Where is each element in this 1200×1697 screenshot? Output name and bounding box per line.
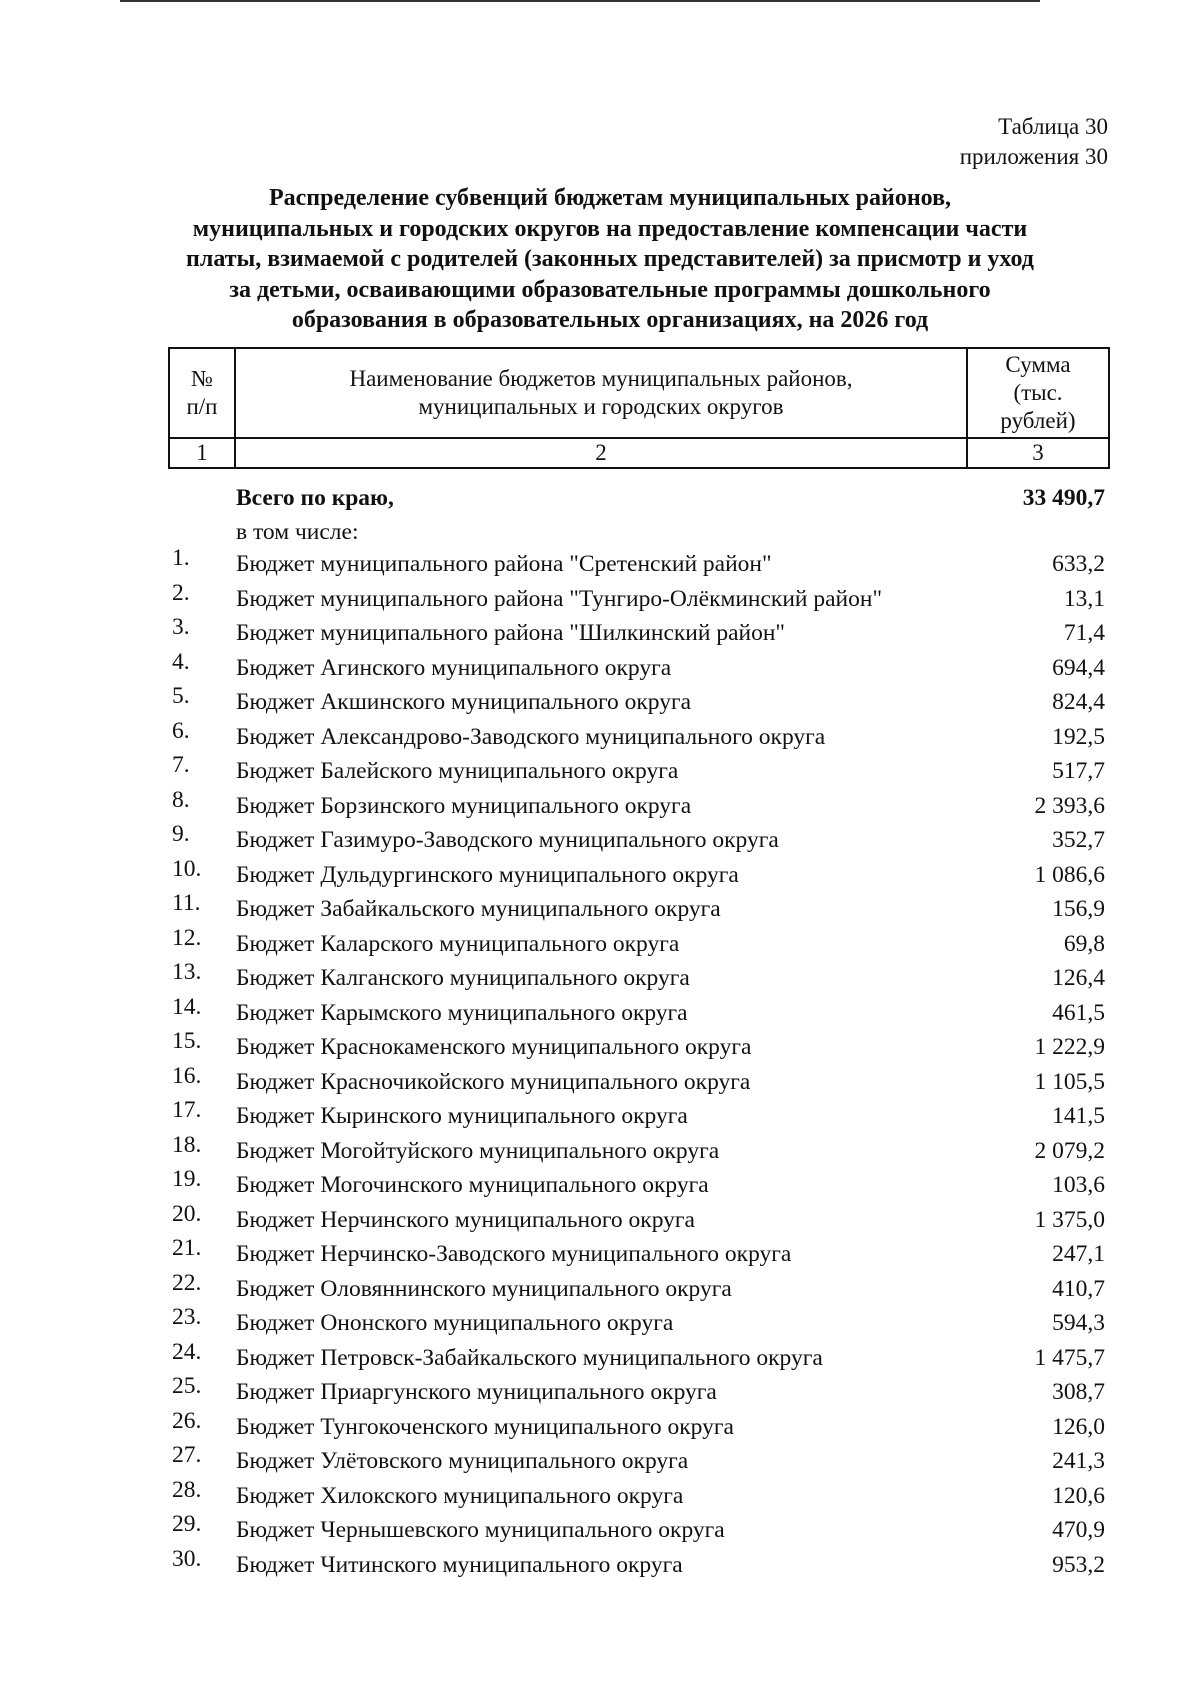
row-name: Бюджет Хилокского муниципального округа: [236, 1482, 684, 1509]
title-line: Распределение субвенций бюджетам муниципальных районов,: [268, 185, 952, 211]
row-value: 1 105,5: [1034, 1068, 1105, 1095]
row-name: Бюджет Газимуро-Заводского муниципального округа: [236, 827, 779, 853]
row-number: 21.: [172, 1235, 202, 1261]
row-name: Бюджет Приаргунского муниципального округа: [236, 1379, 717, 1405]
row-name: Бюджет Акшинского муниципального округа: [236, 689, 692, 715]
row-name: Бюджет Агинского муниципального округа: [236, 654, 672, 681]
row-number: 22.: [172, 1269, 202, 1296]
row-number: 2.: [172, 579, 190, 606]
row-number: 24.: [172, 1338, 202, 1365]
row-value: 1 086,6: [1034, 861, 1105, 888]
row-name: Бюджет Могочинского муниципального округа: [236, 1172, 709, 1198]
row-name: Бюджет Калганского муниципального округа: [236, 965, 690, 991]
row-name: Бюджет Могойтуйского муниципального округа: [236, 1137, 720, 1164]
row-number: 9.: [172, 821, 190, 847]
row-name: Бюджет Балейского муниципального округа: [236, 758, 679, 784]
row-number: 8.: [172, 786, 190, 813]
row-name: Бюджет Каларского муниципального округа: [236, 930, 680, 957]
column-number-2: 2: [235, 438, 967, 468]
row-number: 15.: [172, 1028, 202, 1054]
row-name: Бюджет Нерчинского муниципального округа: [236, 1206, 695, 1233]
row-value: 247,1: [1052, 1241, 1105, 1267]
row-value: 13,1: [1063, 585, 1105, 612]
row-value: 352,7: [1052, 827, 1105, 853]
row-value: 241,3: [1052, 1448, 1105, 1474]
row-number: 17.: [172, 1097, 202, 1123]
row-value: 953,2: [1052, 1551, 1105, 1578]
row-name: Бюджет Улётовского муниципального округа: [236, 1448, 689, 1474]
caption-table-number: Таблица 30: [998, 114, 1108, 139]
row-value: 126,4: [1052, 965, 1105, 991]
row-name: Бюджет Красночикойского муниципального округа: [236, 1068, 751, 1095]
row-value: 594,3: [1052, 1310, 1105, 1336]
row-name: Бюджет Кыринского муниципального округа: [236, 1103, 688, 1129]
row-value: 633,2: [1052, 551, 1105, 577]
row-name: Бюджет Тунгокоченского муниципального округа: [236, 1413, 734, 1440]
row-value: 2 393,6: [1034, 792, 1105, 819]
row-value: 824,4: [1052, 689, 1105, 715]
row-name: Бюджет муниципального района "Шилкинский район": [236, 620, 786, 646]
row-number: 6.: [172, 717, 190, 744]
row-name: Бюджет Нерчинско-Заводского муниципального округа: [236, 1241, 792, 1267]
row-name: Бюджет Борзинского муниципального округа: [236, 792, 692, 819]
row-number: 14.: [172, 993, 202, 1020]
row-name: Бюджет Дульдургинского муниципального округа: [236, 861, 739, 888]
row-number: 19.: [172, 1166, 202, 1192]
row-number: 16.: [172, 1062, 202, 1089]
row-value: 71,4: [1063, 620, 1105, 646]
column-number-1: 1: [169, 438, 235, 468]
title-line: за детьми, осваивающими образовательные программы дошкольного: [229, 276, 991, 303]
row-value: 192,5: [1052, 723, 1105, 750]
row-number: 1.: [172, 545, 190, 571]
row-number: 27.: [172, 1442, 202, 1468]
row-name: Бюджет Чернышевского муниципального округа: [236, 1517, 725, 1543]
row-number: 3.: [172, 614, 190, 640]
row-value: 308,7: [1052, 1379, 1105, 1405]
row-value: 1 475,7: [1034, 1344, 1105, 1371]
row-number: 12.: [172, 924, 202, 951]
row-value: 1 222,9: [1034, 1034, 1105, 1060]
row-name: Бюджет Петровск-Забайкальского муниципального округа: [236, 1344, 823, 1371]
row-number: 4.: [172, 648, 190, 675]
row-value: 694,4: [1052, 654, 1105, 681]
table-caption: [960, 112, 1108, 172]
caption-appendix: приложения 30: [959, 144, 1108, 169]
table-row: [0, 1545, 1200, 1582]
row-value: 517,7: [1052, 758, 1105, 784]
row-value: 1 375,0: [1034, 1206, 1105, 1233]
row-name: Бюджет муниципального района "Тунгиро-Олёкминский район": [236, 585, 883, 612]
row-value: 410,7: [1052, 1275, 1105, 1302]
title-line: муниципальных и городских округов на предоставление компенсации части: [192, 215, 1028, 242]
row-number: 29.: [172, 1511, 202, 1537]
title-line: платы, взимаемой с родителей (законных представителей) за присмотр и уход: [186, 246, 1034, 272]
row-name: Бюджет Александрово-Заводского муниципального округа: [236, 723, 826, 750]
row-number: 18.: [172, 1131, 202, 1158]
row-value: 103,6: [1052, 1172, 1105, 1198]
row-value: 470,9: [1052, 1517, 1105, 1543]
header-amount: Сумма (тыс. рублей): [967, 348, 1109, 438]
row-name: Бюджет Краснокаменского муниципального округа: [236, 1034, 752, 1060]
row-number: 13.: [172, 959, 202, 985]
row-value: 126,0: [1052, 1413, 1105, 1440]
row-number: 25.: [172, 1373, 202, 1399]
row-value: 69,8: [1063, 930, 1105, 957]
header-name: Наименование бюджетов муниципальных районов, муниципальных и городских округов: [235, 348, 967, 438]
row-name: Бюджет Оловяннинского муниципального округа: [236, 1275, 732, 1302]
row-value: 141,5: [1052, 1103, 1105, 1129]
row-name: Бюджет муниципального района "Сретенский район": [236, 551, 772, 577]
including-label: в том числе:: [236, 519, 359, 545]
column-number-3: 3: [967, 438, 1109, 468]
title-line: образования в образовательных организациях, на 2026 год: [291, 307, 929, 333]
document-title: [150, 183, 1070, 336]
row-number: 20.: [172, 1200, 202, 1227]
row-number: 10.: [172, 855, 202, 882]
row-value: 2 079,2: [1034, 1137, 1105, 1164]
row-value: 461,5: [1052, 999, 1105, 1026]
total-value: 33 490,7: [1022, 485, 1105, 511]
row-number: 11.: [172, 890, 201, 916]
row-number: 7.: [172, 752, 190, 778]
row-name: Бюджет Ононского муниципального округа: [236, 1310, 674, 1336]
row-number: 5.: [172, 683, 190, 709]
scan-top-border: [120, 0, 1040, 2]
row-value: 120,6: [1052, 1482, 1105, 1509]
total-row: [0, 481, 1200, 515]
header-number: № п/п: [169, 348, 235, 438]
table-header: [168, 347, 1110, 469]
row-number: 23.: [172, 1304, 202, 1330]
row-number: 30.: [172, 1545, 202, 1572]
row-value: 156,9: [1052, 896, 1105, 922]
row-name: Бюджет Читинского муниципального округа: [236, 1551, 683, 1578]
row-number: 28.: [172, 1476, 202, 1503]
total-label: Всего по краю,: [236, 485, 394, 511]
row-number: 26.: [172, 1407, 202, 1434]
row-name: Бюджет Забайкальского муниципального округа: [236, 896, 721, 922]
row-name: Бюджет Карымского муниципального округа: [236, 999, 688, 1026]
